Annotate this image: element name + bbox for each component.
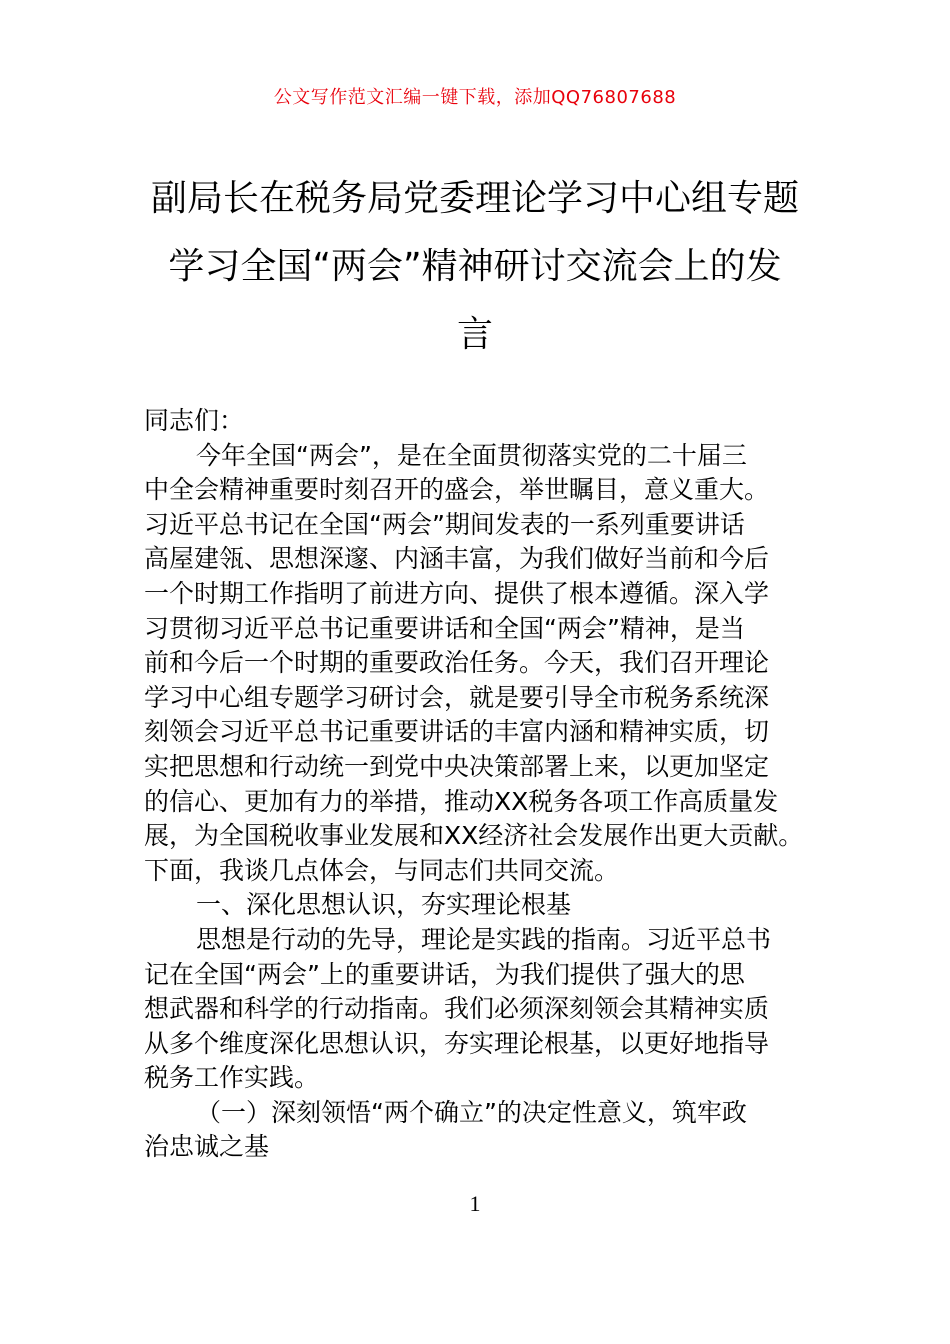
body-line: 下面，我谈几点体会，与同志们共同交流。 <box>144 855 620 885</box>
body-line: 前和今后一个时期的重要政治任务。今天，我们召开理论 <box>144 648 770 678</box>
body-line: 习贯彻习近平总书记重要讲话和全国“两会”精神，是当 <box>144 613 745 643</box>
page-number: 1 <box>469 1191 481 1216</box>
title-line: 学习全国“两会”精神研讨交流会上的发 <box>168 246 782 287</box>
section-heading: 一、深化思想认识，夯实理论根基 <box>196 890 572 920</box>
body-line: 学习中心组专题学习研讨会，就是要引导全市税务系统深 <box>144 682 770 712</box>
body-line: 习近平总书记在全国“两会”期间发表的一系列重要讲话 <box>144 509 745 539</box>
body-line: 中全会精神重要时刻召开的盛会，举世瞩目，意义重大。 <box>144 475 770 505</box>
body-line: 从多个维度深化思想认识，夯实理论根基，以更好地指导 <box>144 1028 770 1058</box>
document-title <box>120 165 830 369</box>
document-body <box>144 404 824 1165</box>
body-line: 税务工作实践。 <box>144 1063 320 1093</box>
body-line: 实把思想和行动统一到党中央决策部署上来，以更加坚定 <box>144 751 770 781</box>
body-line: 高屋建瓴、思想深邃、内涵丰富，为我们做好当前和今后 <box>144 544 770 574</box>
body-line: 展，为全国税收事业发展和XX经济社会发展作出更大贡献。 <box>144 821 804 851</box>
title-line: 副局长在税务局党委理论学习中心组专题 <box>150 178 799 219</box>
body-line: 的信心、更加有力的举措，推动XX税务各项工作高质量发 <box>144 786 779 816</box>
body-line: 想武器和科学的行动指南。我们必须深刻领会其精神实质 <box>144 994 770 1024</box>
body-line: 记在全国“两会”上的重要讲话，为我们提供了强大的思 <box>144 959 745 989</box>
download-notice: 公文写作范文汇编一键下载，添加QQ76807688 <box>273 87 677 108</box>
salutation: 同志们： <box>144 406 245 435</box>
body-line: 刻领会习近平总书记重要讲话的丰富内涵和精神实质，切 <box>144 717 770 747</box>
body-line: 今年全国“两会”，是在全面贯彻落实党的二十届三 <box>196 440 747 470</box>
subsection-heading: （一）深刻领悟“两个确立”的决定性意义，筑牢政 <box>196 1097 747 1127</box>
body-line: 一个时期工作指明了前进方向、提供了根本遵循。深入学 <box>144 578 770 608</box>
title-line: 言 <box>456 314 493 355</box>
body-line: 思想是行动的先导，理论是实践的指南。习近平总书 <box>196 924 772 954</box>
subsection-heading-continued: 治忠诚之基 <box>144 1132 270 1162</box>
